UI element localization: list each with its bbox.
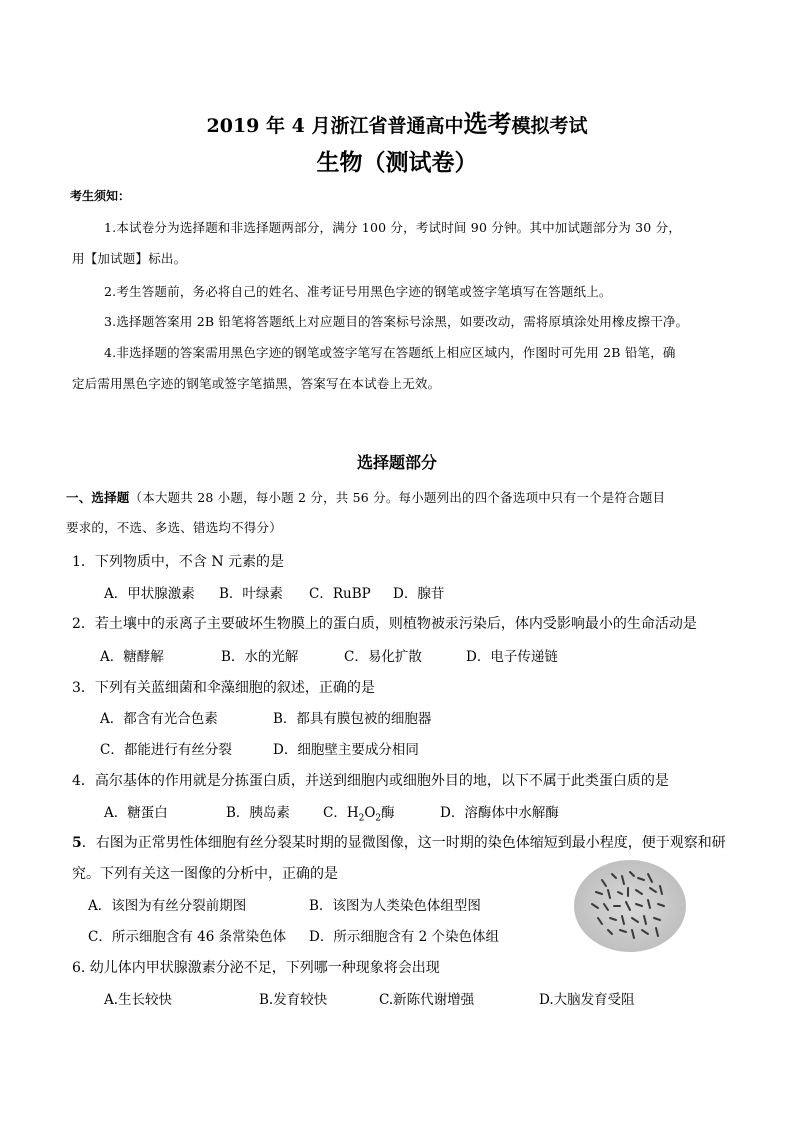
- q1-option-c: C．RuBP: [309, 586, 371, 602]
- q6-option-d: D.大脑发育受阻: [539, 992, 635, 1008]
- notice-line-3: 3.选择题答案用 2B 铅笔将答题纸上对应题目的答案标号涂黑，如要改动，需将原填涂处用橡皮擦干净。: [104, 314, 689, 329]
- part1-instructions: [66, 488, 665, 506]
- q1-option-d: D．腺苷: [393, 586, 445, 602]
- title-part-a: 2019 年 4 月浙江省普通高中: [206, 115, 464, 137]
- q3-option-a: A．都含有光合色素: [100, 711, 218, 727]
- q5-option-b: B．该图为人类染色体组型图: [309, 898, 481, 914]
- q4-option-d: D．溶酶体中水解酶: [440, 805, 559, 821]
- chromosome-micrograph-image: [572, 858, 688, 954]
- q5-stem-text: ．右图为正常男性体细胞有丝分裂某时期的显微图像，这一时期的染色体缩短到最小程度，便于观察和研: [81, 835, 726, 851]
- q3-option-d: D．细胞壁主要成分相同: [273, 742, 419, 758]
- q2-option-b: B．水的光解: [221, 649, 299, 665]
- q4-option-b: B．胰岛素: [226, 805, 290, 821]
- question-4-stem: 4．高尔基体的作用就是分拣蛋白质，并送到细胞内或细胞外目的地，以下不属于此类蛋白质的是: [72, 773, 669, 789]
- q3-option-b: B．都具有膜包被的细胞器: [273, 711, 432, 727]
- part1-desc: （本大题共 28 小题，每小题 2 分，共 56 分。每小题列出的四个备选项中只有一个是符合题目: [129, 490, 666, 505]
- notice-line-4: 4.非选择题的答案需用黑色字迹的钢笔或签字笔写在答题纸上相应区域内，作图时可先用 2B 铅笔，确: [104, 345, 676, 360]
- notice-line-4b: 定后需用黑色字迹的钢笔或签字笔描黑，答案写在本试卷上无效。: [72, 376, 441, 391]
- notice-heading: 考生须知：: [70, 189, 131, 203]
- q4-c-sub-1: 2: [358, 813, 365, 824]
- question-6-stem: 6. 幼儿体内甲状腺激素分泌不足，下列哪一种现象将会出现: [72, 960, 440, 976]
- q4-option-a: A．糖蛋白: [104, 805, 168, 821]
- question-1-stem: 1．下列物质中，不含 N 元素的是: [72, 554, 285, 570]
- question-3-stem: 3．下列有关蓝细菌和伞藻细胞的叙述，正确的是: [72, 680, 375, 696]
- part1-label: 一、选择题: [66, 490, 130, 505]
- q2-option-c: C．易化扩散: [344, 649, 422, 665]
- q5-option-d: D．所示细胞含有 2 个染色体组: [309, 929, 499, 945]
- q4-c-sub-2: 2: [375, 813, 382, 824]
- q4-c-text-2: O: [364, 805, 376, 821]
- section-title: 选择题部分: [356, 453, 437, 472]
- q1-option-b: B．叶绿素: [219, 586, 283, 602]
- notice-line-2: 2.考生答题前，务必将自己的姓名、准考证号用黑色字迹的钢笔或签字笔填写在答题纸上。: [104, 284, 612, 299]
- part1-desc-2: 要求的，不选、多选、错选均不得分）: [66, 520, 282, 535]
- exam-subtitle: 生物（测试卷）: [316, 149, 478, 176]
- q1-option-a: A．甲状腺激素: [104, 586, 195, 602]
- question-5-stem: [72, 832, 726, 852]
- q6-option-b: B.发育较快: [259, 992, 328, 1008]
- q5-option-c: C．所示细胞含有 46 条常染色体: [88, 929, 287, 945]
- q2-option-d: D．电子传递链: [466, 649, 558, 665]
- notice-line-1: 1.本试卷分为选择题和非选择题两部分，满分 100 分，考试时间 90 分钟。其中加试题部分为 30 分，: [104, 220, 682, 235]
- q6-option-c: C.新陈代谢增强: [379, 992, 475, 1008]
- question-5-stem-2: 究。下列有关这一图像的分析中，正确的是: [72, 866, 338, 882]
- question-2-stem: 2．若土壤中的汞离子主要破坏生物膜上的蛋白质，则植物被汞污染后，体内受影响最小的生命活动是: [72, 616, 697, 632]
- q5-number: 5: [72, 835, 82, 851]
- exam-title: [0, 104, 794, 139]
- notice-line-1b: 用【加试题】标出。: [72, 251, 187, 266]
- q4-c-text-1: C．H: [323, 805, 359, 821]
- title-emphasis: 选考: [463, 109, 512, 138]
- q2-option-a: A．糖酵解: [100, 649, 164, 665]
- q3-option-c: C．都能进行有丝分裂: [100, 742, 232, 758]
- q4-option-c: [323, 801, 395, 824]
- q4-c-text-3: 酶: [381, 805, 395, 821]
- title-part-b: 模拟考试: [511, 115, 588, 137]
- q5-option-a: A．该图为有丝分裂前期图: [88, 898, 247, 914]
- q6-option-a: A.生长较快: [104, 992, 173, 1008]
